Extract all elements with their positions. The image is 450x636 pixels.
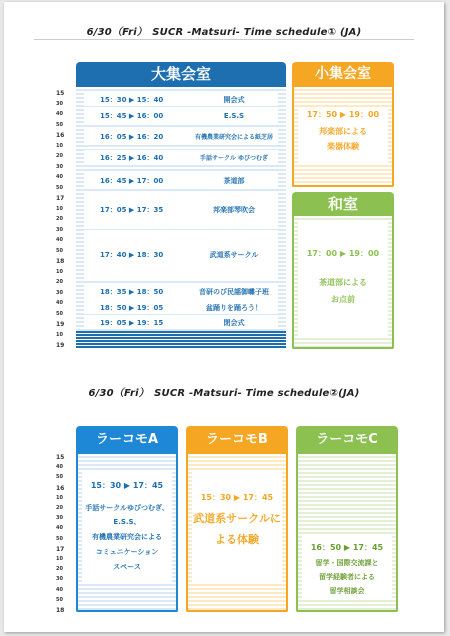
event-row bbox=[84, 173, 278, 189]
rakomo-b-line1: 武道系サークルに bbox=[193, 512, 281, 526]
event-row bbox=[84, 285, 278, 299]
rakomo-c-column bbox=[296, 454, 398, 612]
rakomo-a-line3: 有機農業研究会による bbox=[92, 533, 162, 542]
time-tick: 30 bbox=[56, 289, 63, 296]
title-divider bbox=[34, 39, 414, 40]
time-tick: 40 bbox=[56, 464, 63, 471]
rakomo-c-event bbox=[302, 536, 392, 598]
rakomo-b-time: 15：30 ▶ 17：45 bbox=[200, 493, 274, 502]
event-name: 有機農業研究会による紙芝居 bbox=[194, 134, 273, 141]
time-tick: 50 bbox=[56, 474, 63, 481]
event-name: 武道系サークル bbox=[209, 251, 259, 259]
event-time: 16：25 ▶ 16：40 bbox=[100, 153, 164, 162]
time-tick: 50 bbox=[56, 596, 63, 603]
rakomo-b-line2: よる体験 bbox=[215, 533, 259, 547]
event-name: 音研のび民謡御囃子班 bbox=[199, 288, 269, 296]
rakomo-b-event bbox=[192, 472, 282, 582]
rakomo-a-line1: 手話サークルゆびつむぎ、 bbox=[85, 503, 169, 512]
rakomo-a-event bbox=[82, 472, 172, 582]
event-name: 盆踊りを踊ろう！ bbox=[206, 303, 262, 312]
event-row bbox=[84, 317, 278, 329]
rakomo-a-line5: スペース bbox=[113, 562, 141, 571]
rakomo-b-header: ラーコモB bbox=[186, 426, 288, 454]
event-time: 16：45 ▶ 17：00 bbox=[100, 177, 164, 185]
time-tick: 50 bbox=[56, 310, 63, 317]
event-name: 手話サークル ゆびつむぎ bbox=[200, 155, 268, 162]
time-tick: 18 bbox=[56, 607, 65, 614]
event-row bbox=[84, 109, 278, 123]
schedule-2-title: 6/30（Fri） SUCR -Matsuri- Time schedule②(JA) bbox=[88, 388, 360, 399]
rakomo-b-column bbox=[186, 454, 288, 612]
time-tick: 40 bbox=[56, 111, 63, 117]
small-room-line1: 邦楽部による bbox=[319, 127, 367, 137]
event-time: 15：45 ▶ 16：00 bbox=[100, 112, 164, 120]
event-name: 邦楽部琴吹会 bbox=[213, 206, 255, 214]
time-tick: 19 bbox=[56, 321, 65, 328]
time-tick: 16 bbox=[56, 132, 65, 139]
event-row bbox=[84, 193, 278, 227]
time-tick: 17 bbox=[56, 195, 65, 202]
washitsu-header: 和室 bbox=[292, 192, 394, 216]
event-time: 16：05 ▶ 16：20 bbox=[100, 132, 164, 141]
small-room-line2: 楽器体験 bbox=[327, 142, 359, 152]
time-tick: 30 bbox=[56, 163, 63, 170]
event-name: 茶道部 bbox=[223, 177, 245, 185]
rakomo-c-line2: 留学経験者による bbox=[319, 573, 375, 581]
time-tick: 10 bbox=[56, 331, 63, 338]
event-time: 17：05 ▶ 17：35 bbox=[100, 206, 164, 214]
event-name: 閉会式 bbox=[223, 319, 245, 327]
time-tick: 30 bbox=[56, 515, 63, 522]
time-tick: 50 bbox=[56, 184, 63, 191]
time-tick: 40 bbox=[56, 300, 63, 306]
small-room-time: 17：50 ▶ 19：00 bbox=[306, 110, 380, 119]
event-row bbox=[84, 301, 278, 314]
rakomo-c-line3: 留学相談会 bbox=[329, 587, 365, 595]
schedule-page bbox=[4, 2, 444, 632]
event-row bbox=[84, 128, 278, 145]
time-tick: 16 bbox=[56, 484, 65, 492]
time-tick: 40 bbox=[56, 525, 63, 532]
daishukaishitsu-header: 大集会室 bbox=[76, 62, 286, 87]
time-tick: 40 bbox=[56, 586, 63, 593]
time-tick: 18 bbox=[56, 258, 65, 265]
event-name: 開会式 bbox=[223, 95, 245, 104]
rakomo-c-line1: 留学・国際交流課と bbox=[315, 559, 379, 567]
event-name: E.S.S bbox=[223, 112, 245, 120]
time-tick: 20 bbox=[56, 153, 63, 159]
time-tick: 50 bbox=[56, 247, 63, 254]
column-footer bbox=[76, 331, 286, 349]
event-time: 19：05 ▶ 19：15 bbox=[100, 319, 164, 327]
schedule-1-title: 6/30（Fri） SUCR -Matsuri- Time schedule① (JA) bbox=[86, 27, 362, 38]
time-tick: 20 bbox=[56, 279, 63, 285]
time-tick: 50 bbox=[56, 121, 63, 128]
rakomo-a-line2: E.S.S、 bbox=[113, 518, 141, 527]
event-row bbox=[84, 93, 278, 106]
rakomo-a-column bbox=[76, 454, 178, 612]
time-tick: 40 bbox=[56, 174, 63, 180]
washitsu-column bbox=[292, 216, 394, 349]
time-tick: 50 bbox=[56, 535, 63, 542]
time-tick: 30 bbox=[56, 226, 63, 233]
time-tick: 10 bbox=[56, 556, 63, 562]
time-tick: 15 bbox=[56, 454, 65, 461]
time-tick: 19 bbox=[56, 342, 65, 349]
shoshukaishitsu-column bbox=[292, 87, 394, 187]
time-tick: 10 bbox=[56, 494, 63, 501]
time-tick: 30 bbox=[56, 576, 63, 583]
event-row bbox=[84, 150, 278, 165]
rakomo-a-time: 15：30 ▶ 17：45 bbox=[90, 481, 164, 490]
time-tick: 15 bbox=[56, 90, 65, 97]
time-tick: 40 bbox=[56, 237, 63, 243]
rakomo-c-time: 16：50 ▶ 17：45 bbox=[310, 543, 384, 552]
washitsu-line1: 茶道部による bbox=[319, 277, 367, 287]
time-tick: 20 bbox=[56, 566, 63, 573]
shoshukaishitsu-header: 小集会室 bbox=[292, 62, 394, 87]
event-time: 18：50 ▶ 19：05 bbox=[100, 303, 164, 312]
event-time: 15：30 ▶ 15：40 bbox=[100, 95, 164, 104]
time-tick: 10 bbox=[56, 142, 63, 149]
daishukaishitsu-column bbox=[76, 87, 286, 349]
rakomo-a-line4: コミュニケーション bbox=[95, 547, 159, 556]
rakomo-c-header: ラーコモC bbox=[296, 426, 398, 454]
washitsu-line2: お点前 bbox=[331, 294, 355, 304]
rakomo-a-header: ラーコモA bbox=[76, 426, 178, 454]
washitsu-time: 17：00 ▶ 19：00 bbox=[306, 249, 380, 258]
washitsu-event bbox=[298, 222, 388, 338]
time-tick: 10 bbox=[56, 205, 63, 212]
time-tick: 30 bbox=[56, 100, 63, 107]
time-tick: 20 bbox=[56, 216, 63, 222]
time-tick: 20 bbox=[56, 505, 63, 511]
time-tick: 17 bbox=[56, 545, 65, 553]
event-time: 18：35 ▶ 18：50 bbox=[100, 288, 164, 296]
event-time: 17：40 ▶ 18：30 bbox=[100, 251, 164, 259]
small-room-event bbox=[298, 107, 388, 165]
event-row bbox=[84, 230, 278, 280]
time-tick: 10 bbox=[56, 268, 63, 275]
